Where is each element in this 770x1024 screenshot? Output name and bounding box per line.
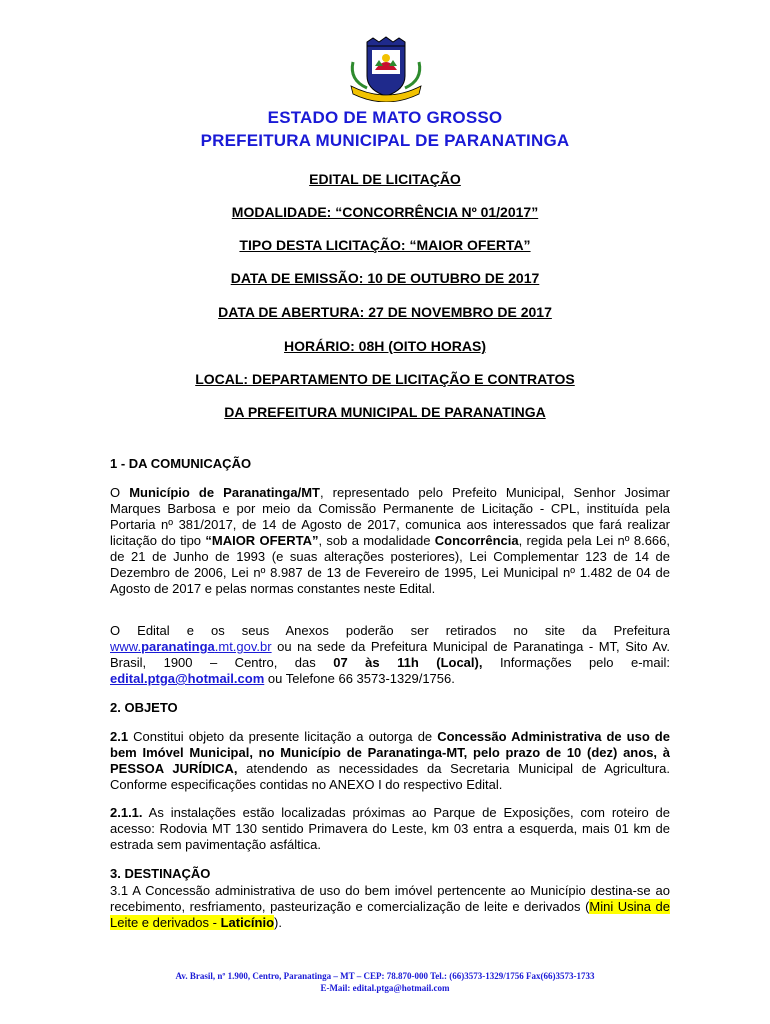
prefeitura-website-link[interactable]: www.paranatinga.mt.gov.br	[110, 639, 272, 654]
footer-address: Av. Brasil, nº 1.900, Centro, Paranatinga – MT – CEP: 78.870-000 Tel.: (66)3573-1329/1756 Fax(66)3573-1733	[175, 971, 595, 981]
modalidade-line: MODALIDADE: “CONCORRÊNCIA Nº 01/2017”	[231, 204, 539, 220]
section-3-heading: 3. DESTINAÇÃO	[110, 866, 211, 881]
municipality-heading: PREFEITURA MUNICIPAL DE PARANATINGA	[200, 131, 570, 150]
horario-line: HORÁRIO: 08H (OITO HORAS)	[284, 338, 486, 354]
state-heading: ESTADO DE MATO GROSSO	[267, 108, 503, 127]
emissao-date-line: DATA DE EMISSÃO: 10 DE OUTUBRO DE 2017	[230, 270, 540, 286]
local-line-1: LOCAL: DEPARTAMENTO DE LICITAÇÃO E CONTRATOS	[195, 371, 575, 387]
tipo-line: TIPO DESTA LICITAÇÃO: “MAIOR OFERTA”	[239, 237, 531, 253]
section-2-paragraph-2: 2.1.1. As instalações estão localizadas próximas ao Parque de Exposições, com roteiro de acesso: Rodovia MT 130 sentido Primavera do Leste, km 03 entra a esquerda, mais 01 km de estrada sem pavimentação asfáltica.	[110, 805, 670, 852]
section-1-paragraph-1: O Município de Paranatinga/MT, representado pelo Prefeito Municipal, Senhor Josimar Marques Barbosa e por meio da Comissão Permanente de Licitação - CPL, instituída pela Portaria nº 381/2017, de 14 de Agosto de 2017, comunica aos interessados que fará realizar licitação do tipo “MAIOR OFERTA”, sob a modalidade Concorrência, regida pela Lei nº 8.666, de 21 de Junho de 1993 (e suas alterações posteriores), Lei Complementar 123 de 14 de Dezembro de 2006, Lei nº 8.987 de 13 de Fevereiro de 1995, Lei Municipal nº 1.482 de 04 de Agosto de 2017 e pelas normas constantes neste Edital.	[110, 485, 670, 596]
edital-email-link[interactable]: edital.ptga@hotmail.com	[110, 671, 265, 686]
local-line-2: DA PREFEITURA MUNICIPAL DE PARANATINGA	[224, 404, 546, 420]
section-3-paragraph-1: 3.1 A Concessão administrativa de uso do bem imóvel pertencente ao Município destina-se ao recebimento, resfriamento, pasteurização e comercialização de leite e derivados (Mini Usina de Leite e derivados - Laticínio).	[110, 883, 670, 930]
highlighted-text: Mini Usina de Leite e derivados - Laticínio	[110, 899, 670, 930]
section-1-heading: 1 - DA COMUNICAÇÃO	[110, 456, 252, 471]
section-2-heading: 2. OBJETO	[110, 700, 178, 715]
footer-email: E-Mail: edital.ptga@hotmail.com	[320, 983, 450, 993]
municipal-coat-of-arms-icon	[345, 36, 427, 102]
edital-title: EDITAL DE LICITAÇÃO	[309, 171, 461, 187]
section-2-paragraph-1: 2.1 Constitui objeto da presente licitação a outorga de Concessão Administrativa de uso de bem Imóvel Municipal, no Município de Paranatinga-MT, pelo prazo de 10 (dez) anos, à PESSOA JURÍDICA, atendendo as necessidades da Secretaria Municipal de Agricultura. Conforme especificações contidas no ANEXO I do respectivo Edital.	[110, 729, 670, 792]
abertura-date-line: DATA DE ABERTURA: 27 DE NOVEMBRO DE 2017	[218, 304, 552, 320]
section-1-paragraph-2: O Edital e os seus Anexos poderão ser retirados no site da Prefeitura www.paranatinga.mt.gov.br ou na sede da Prefeitura Municipal de Paranatinga - MT, Sito Av. Brasil, 1900 – Centro, das 07 às 11h (Local), Informações pelo e-mail: edital.ptga@hotmail.com ou Telefone 66 3573-1329/1756.	[110, 623, 670, 686]
